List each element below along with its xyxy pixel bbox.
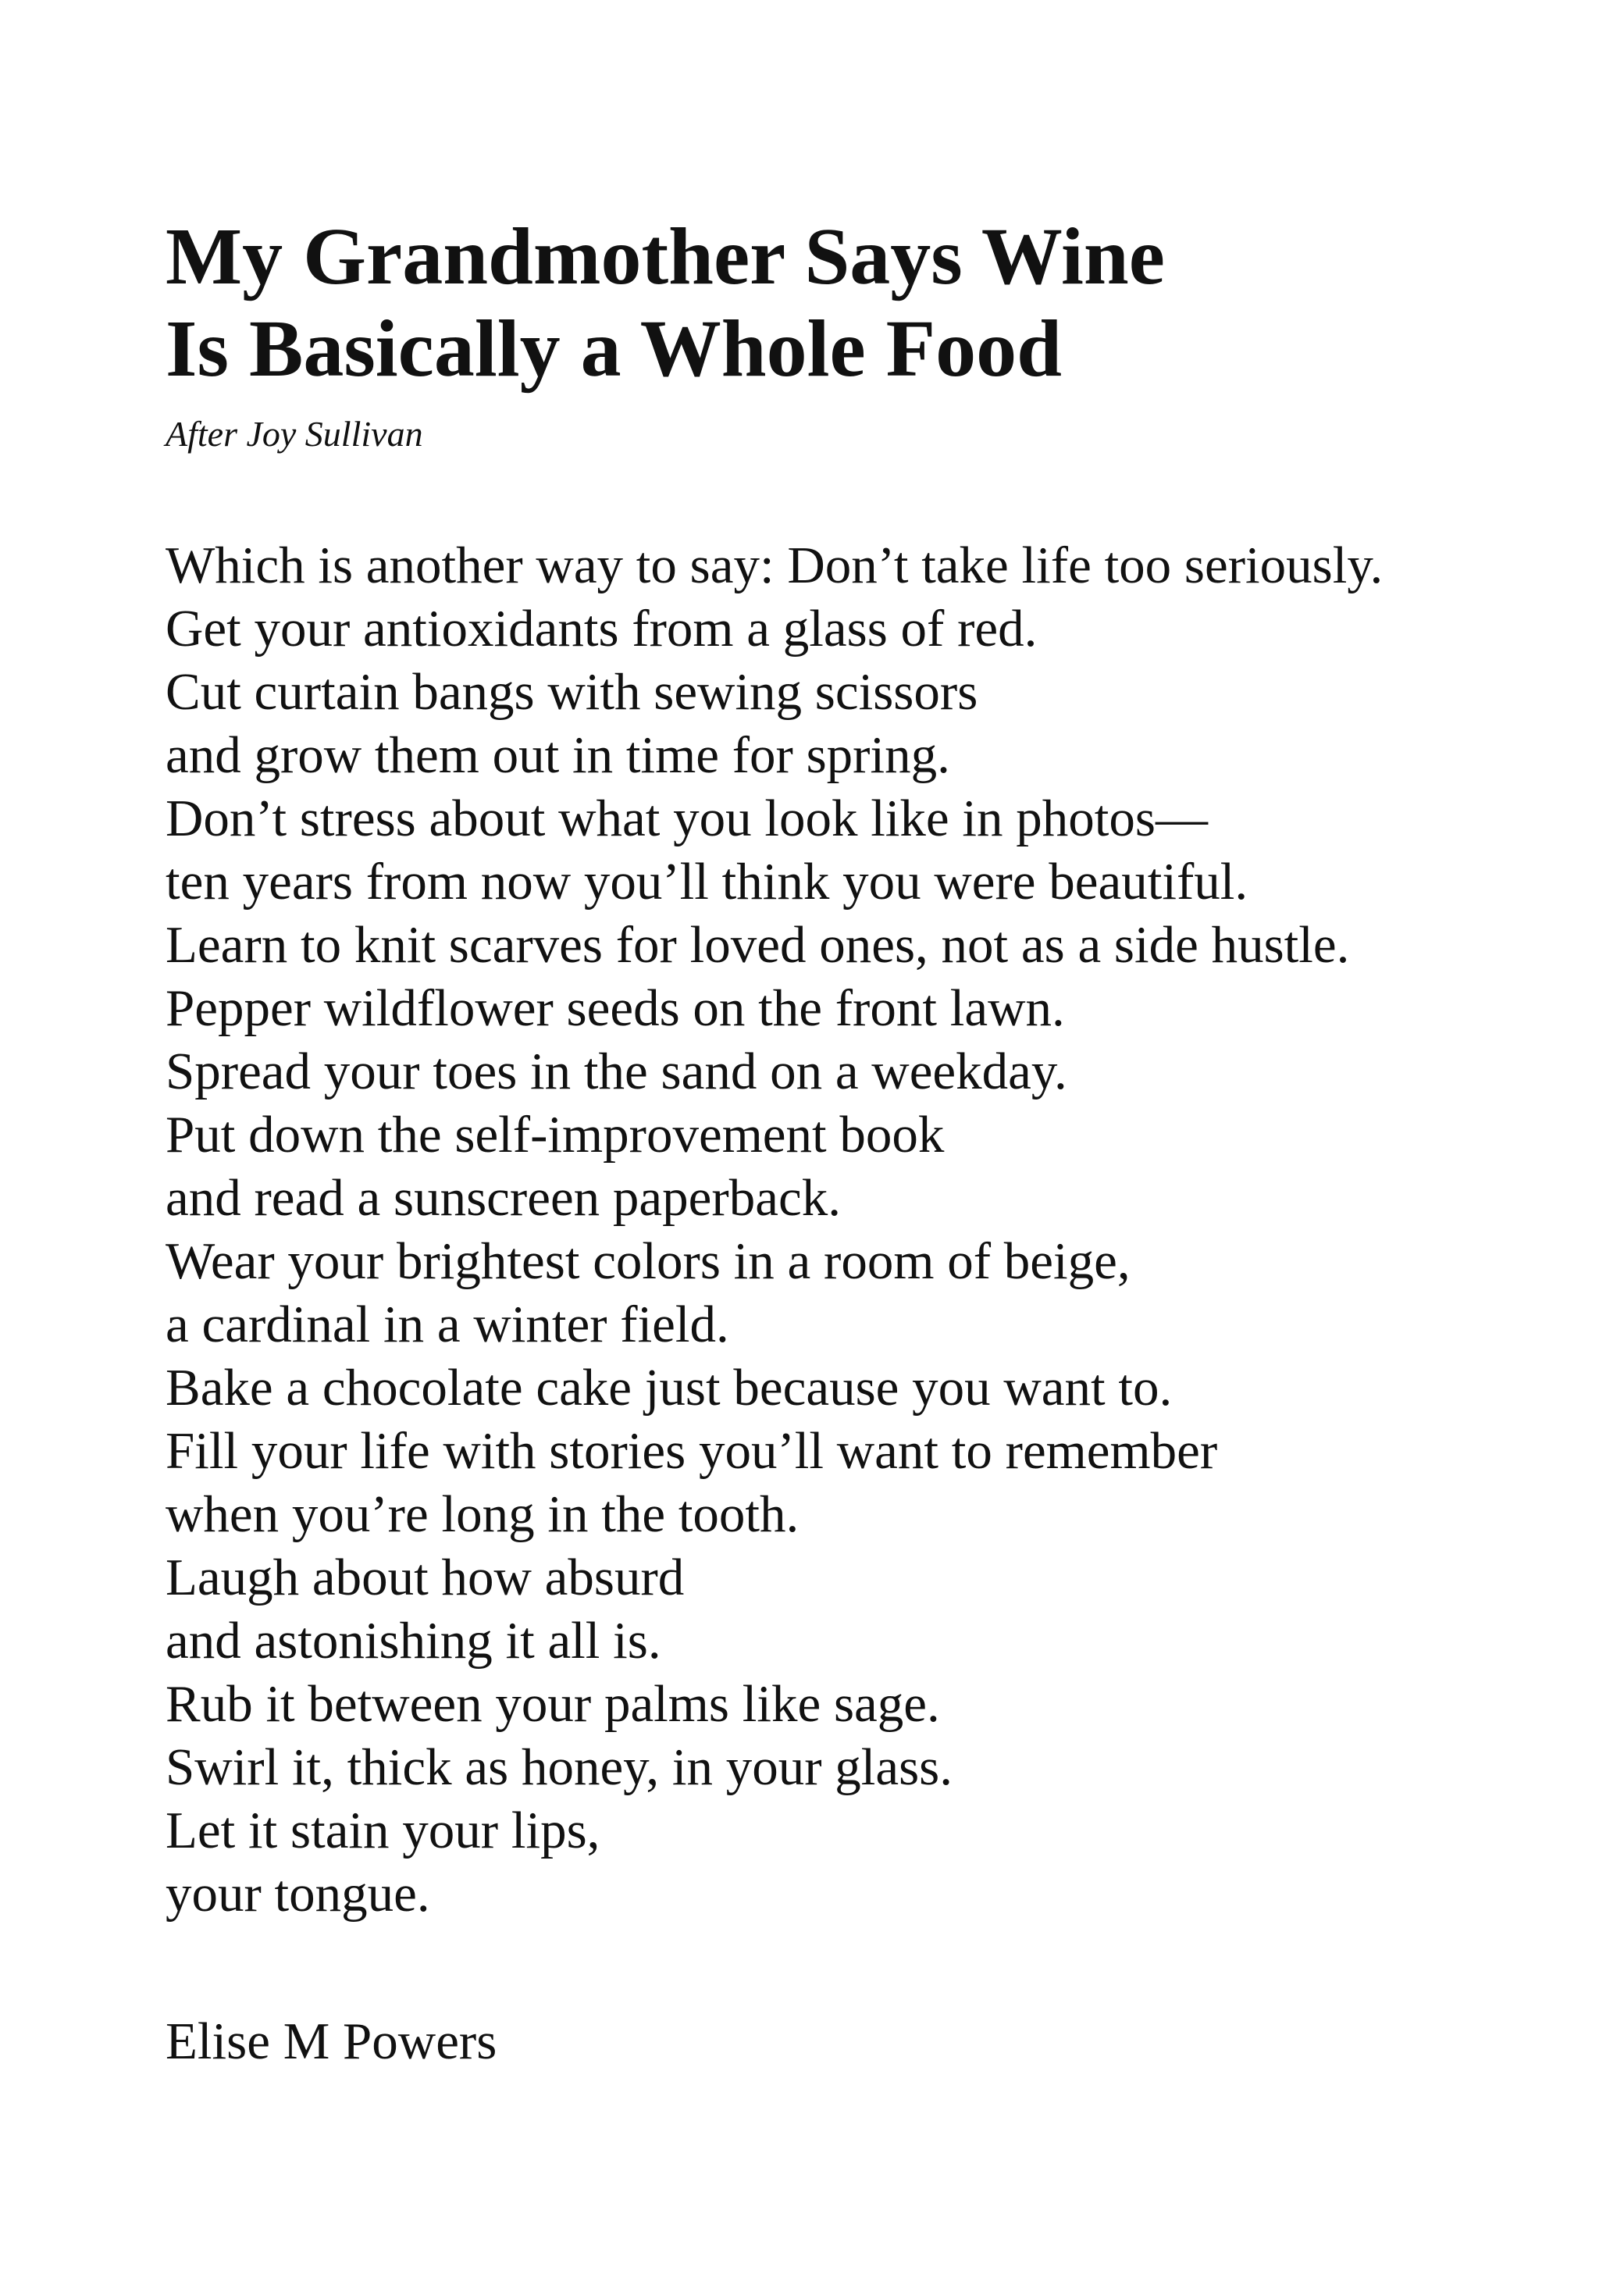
poem-line: Which is another way to say: Don’t take life too seriously.: [166, 536, 1384, 594]
poem-line: Bake a chocolate cake just because you want to.: [166, 1359, 1173, 1417]
poem-author: Elise M Powers: [166, 2012, 497, 2070]
poem-line: and read a sunscreen paperback.: [166, 1169, 841, 1227]
poem-line: a cardinal in a winter field.: [166, 1296, 729, 1353]
poem-line: Swirl it, thick as honey, in your glass.: [166, 1738, 953, 1796]
poem-line: and astonishing it all is.: [166, 1612, 661, 1670]
poem-body: [166, 534, 1571, 1926]
poem-line: Wear your brightest colors in a room of beige,: [166, 1232, 1131, 1290]
poem-line: Put down the self-improvement book: [166, 1106, 945, 1164]
poem-line: Let it stain your lips,: [166, 1802, 600, 1859]
poem-line: Rub it between your palms like sage.: [166, 1675, 940, 1733]
poem-line: Laugh about how absurd: [166, 1549, 685, 1606]
poem-line: Get your antioxidants from a glass of red.: [166, 600, 1038, 658]
poem-line: ten years from now you’ll think you were beautiful.: [166, 853, 1248, 911]
poem-line: and grow them out in time for spring.: [166, 726, 950, 784]
poem-title-line-2: Is Basically a Whole Food: [166, 304, 1063, 394]
poem-title: [166, 211, 1571, 395]
poem-line: when you’re long in the tooth.: [166, 1485, 800, 1543]
poem-page: [166, 211, 1571, 1926]
poem-line: Spread your toes in the sand on a weekday.: [166, 1043, 1067, 1100]
poem-line: Cut curtain bangs with sewing scissors: [166, 663, 978, 721]
poem-line: Pepper wildflower seeds on the front lawn.: [166, 979, 1065, 1037]
poem-line: your tongue.: [166, 1865, 430, 1923]
poem-line: Fill your life with stories you’ll want to remember: [166, 1422, 1218, 1480]
poem-line: Learn to knit scarves for loved ones, not as a side hustle.: [166, 916, 1350, 974]
poem-title-line-1: My Grandmother Says Wine: [166, 212, 1165, 301]
poem-dedication: After Joy Sullivan: [166, 414, 423, 454]
poem-line: Don’t stress about what you look like in photos—: [166, 789, 1208, 847]
